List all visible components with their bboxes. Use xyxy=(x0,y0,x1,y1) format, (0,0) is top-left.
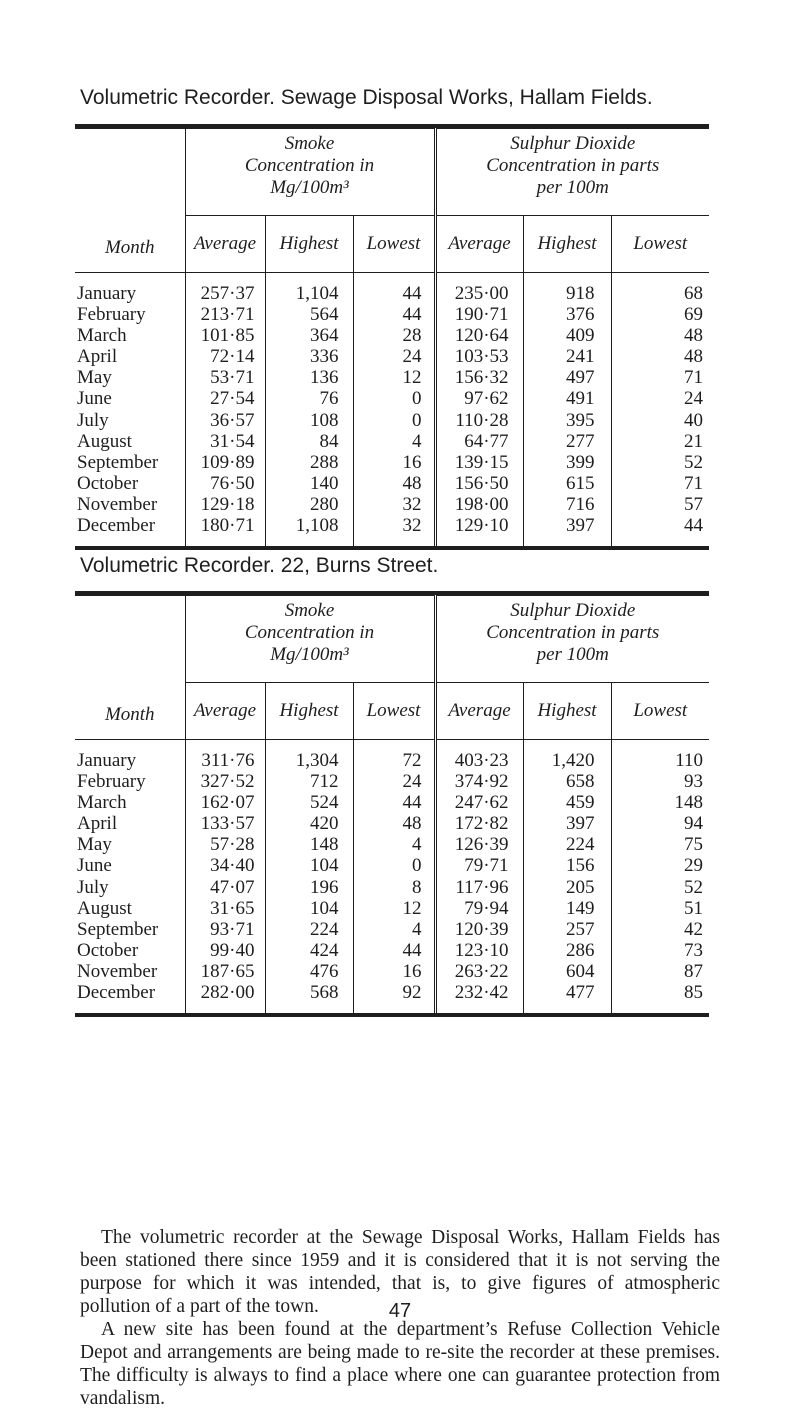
so2-header-line: per 100m xyxy=(536,177,609,198)
month-cell: October xyxy=(77,939,139,961)
value-cell: 336 xyxy=(265,346,353,367)
value-cell: 93·71 xyxy=(185,919,265,940)
table-row xyxy=(75,771,709,792)
table-row xyxy=(75,515,709,546)
value-cell: 459 xyxy=(523,792,611,813)
value-cell: 395 xyxy=(523,410,611,431)
value-cell: 327·52 xyxy=(185,771,265,792)
value-cell: 69 xyxy=(611,304,709,325)
value-cell: 156 xyxy=(523,855,611,876)
value-cell: 139·15 xyxy=(435,452,523,473)
so2-header-line: per 100m xyxy=(536,644,609,665)
col-header: Average xyxy=(185,683,265,740)
table-row xyxy=(75,367,709,388)
value-cell: 34·40 xyxy=(185,855,265,876)
month-cell: January xyxy=(75,740,185,772)
value-cell: 1,420 xyxy=(523,740,611,772)
value-cell: 658 xyxy=(523,771,611,792)
value-cell: 1,304 xyxy=(265,740,353,772)
value-cell: 364 xyxy=(265,325,353,346)
value-cell: 48 xyxy=(611,325,709,346)
value-cell: 44 xyxy=(353,792,435,813)
value-cell: 140 xyxy=(265,473,353,494)
value-cell: 918 xyxy=(523,273,611,305)
value-cell: 40 xyxy=(611,410,709,431)
col-header: Highest xyxy=(265,216,353,273)
value-cell: 12 xyxy=(353,898,435,919)
value-cell: 44 xyxy=(353,304,435,325)
value-cell: 31·65 xyxy=(185,898,265,919)
value-cell: 36·57 xyxy=(185,410,265,431)
value-cell: 190·71 xyxy=(435,304,523,325)
table2-title: Volumetric Recorder. 22, Burns Street. xyxy=(80,554,439,577)
value-cell: 32 xyxy=(353,494,435,515)
value-cell: 477 xyxy=(523,982,611,1013)
value-cell: 247·62 xyxy=(435,792,523,813)
value-cell: 712 xyxy=(265,771,353,792)
value-cell: 136 xyxy=(265,367,353,388)
table-row xyxy=(75,346,709,367)
value-cell: 42 xyxy=(611,919,709,940)
value-cell: 4 xyxy=(353,431,435,452)
page-number: 47 xyxy=(388,1300,412,1322)
value-cell: 148 xyxy=(611,792,709,813)
month-cell: October xyxy=(77,472,139,494)
month-cell: April xyxy=(77,346,118,368)
value-cell: 8 xyxy=(353,877,435,898)
value-cell: 104 xyxy=(265,855,353,876)
value-cell: 48 xyxy=(353,473,435,494)
so2-header-line: Sulphur Dioxide xyxy=(510,600,636,621)
col-header: Lowest xyxy=(353,216,435,273)
value-cell: 44 xyxy=(353,273,435,305)
data-table xyxy=(75,595,709,1013)
value-cell: 52 xyxy=(611,877,709,898)
value-cell: 109·89 xyxy=(185,452,265,473)
value-cell: 48 xyxy=(353,813,435,834)
so2-group-header xyxy=(435,596,709,683)
month-header: Month xyxy=(75,129,185,273)
value-cell: 94 xyxy=(611,813,709,834)
value-cell: 16 xyxy=(353,961,435,982)
table-row xyxy=(75,961,709,982)
value-cell: 32 xyxy=(353,515,435,546)
value-cell: 4 xyxy=(353,834,435,855)
value-cell: 87 xyxy=(611,961,709,982)
value-cell: 71 xyxy=(611,473,709,494)
value-cell: 31·54 xyxy=(185,431,265,452)
value-cell: 286 xyxy=(523,940,611,961)
value-cell: 44 xyxy=(353,940,435,961)
value-cell: 24 xyxy=(353,346,435,367)
month-cell: February xyxy=(77,771,146,793)
value-cell: 424 xyxy=(265,940,353,961)
table-burns-street xyxy=(75,591,709,1017)
value-cell: 716 xyxy=(523,494,611,515)
smoke-header-line: Smoke xyxy=(284,600,335,621)
value-cell: 27·54 xyxy=(185,388,265,409)
value-cell: 51 xyxy=(611,898,709,919)
value-cell: 53·71 xyxy=(185,367,265,388)
value-cell: 148 xyxy=(265,834,353,855)
value-cell: 133·57 xyxy=(185,813,265,834)
month-cell: July xyxy=(77,409,109,431)
value-cell: 564 xyxy=(265,304,353,325)
value-cell: 409 xyxy=(523,325,611,346)
smoke-header-line: Concentration in xyxy=(244,622,375,643)
value-cell: 72·14 xyxy=(185,346,265,367)
value-cell: 92 xyxy=(353,982,435,1013)
value-cell: 180·71 xyxy=(185,515,265,546)
value-cell: 282·00 xyxy=(185,982,265,1013)
smoke-group-header xyxy=(185,129,435,216)
table-row xyxy=(75,855,709,876)
table-row xyxy=(75,740,709,772)
col-header: Average xyxy=(435,216,523,273)
month-cell: May xyxy=(77,834,112,856)
value-cell: 615 xyxy=(523,473,611,494)
value-cell: 277 xyxy=(523,431,611,452)
value-cell: 76·50 xyxy=(185,473,265,494)
value-cell: 224 xyxy=(523,834,611,855)
value-cell: 235·00 xyxy=(435,273,523,305)
value-cell: 68 xyxy=(611,273,709,305)
value-cell: 16 xyxy=(353,452,435,473)
value-cell: 263·22 xyxy=(435,961,523,982)
value-cell: 93 xyxy=(611,771,709,792)
so2-header-line: Sulphur Dioxide xyxy=(510,133,636,154)
table-sewage-disposal-works xyxy=(75,124,709,550)
month-cell: December xyxy=(77,982,156,1004)
table-row xyxy=(75,877,709,898)
month-cell: January xyxy=(75,273,185,305)
table-row xyxy=(75,410,709,431)
table-row xyxy=(75,304,709,325)
value-cell: 1,108 xyxy=(265,515,353,546)
value-cell: 257·37 xyxy=(185,273,265,305)
value-cell: 0 xyxy=(353,410,435,431)
value-cell: 29 xyxy=(611,855,709,876)
month-cell: November xyxy=(77,493,158,515)
month-cell: March xyxy=(77,792,127,814)
col-header: Lowest xyxy=(353,683,435,740)
value-cell: 491 xyxy=(523,388,611,409)
value-cell: 374·92 xyxy=(435,771,523,792)
value-cell: 44 xyxy=(611,515,709,546)
table-row xyxy=(75,452,709,473)
value-cell: 198·00 xyxy=(435,494,523,515)
value-cell: 4 xyxy=(353,919,435,940)
table-row xyxy=(75,940,709,961)
value-cell: 57 xyxy=(611,494,709,515)
table-row xyxy=(75,388,709,409)
value-cell: 99·40 xyxy=(185,940,265,961)
value-cell: 232·42 xyxy=(435,982,523,1013)
value-cell: 110 xyxy=(611,740,709,772)
value-cell: 196 xyxy=(265,877,353,898)
table1-title: Volumetric Recorder. Sewage Disposal Works, Hallam Fields. xyxy=(80,86,653,109)
value-cell: 568 xyxy=(265,982,353,1013)
col-header: Average xyxy=(185,216,265,273)
value-cell: 79·71 xyxy=(435,855,523,876)
value-cell: 162·07 xyxy=(185,792,265,813)
table-bottom-rule xyxy=(75,546,709,550)
value-cell: 24 xyxy=(353,771,435,792)
value-cell: 497 xyxy=(523,367,611,388)
value-cell: 104 xyxy=(265,898,353,919)
value-cell: 73 xyxy=(611,940,709,961)
month-cell: June xyxy=(77,855,112,877)
smoke-header-line: Concentration in xyxy=(244,155,375,176)
so2-group-header xyxy=(435,129,709,216)
month-cell: August xyxy=(77,430,132,452)
value-cell: 0 xyxy=(353,855,435,876)
value-cell: 476 xyxy=(265,961,353,982)
month-cell: February xyxy=(77,304,146,326)
value-cell: 280 xyxy=(265,494,353,515)
smoke-header-line: Mg/100m³ xyxy=(270,644,349,665)
table-row xyxy=(75,982,709,1013)
value-cell: 108 xyxy=(265,410,353,431)
table-body xyxy=(75,273,709,547)
month-header: Month xyxy=(75,596,185,740)
col-header: Lowest xyxy=(611,683,709,740)
month-cell: June xyxy=(77,388,112,410)
month-cell: November xyxy=(77,960,158,982)
smoke-header-line: Smoke xyxy=(284,133,335,154)
value-cell: 129·10 xyxy=(435,515,523,546)
value-cell: 224 xyxy=(265,919,353,940)
month-cell: April xyxy=(77,813,118,835)
value-cell: 129·18 xyxy=(185,494,265,515)
month-cell: May xyxy=(77,367,112,389)
month-cell: July xyxy=(77,876,109,898)
value-cell: 288 xyxy=(265,452,353,473)
value-cell: 120·39 xyxy=(435,919,523,940)
value-cell: 187·65 xyxy=(185,961,265,982)
value-cell: 28 xyxy=(353,325,435,346)
value-cell: 12 xyxy=(353,367,435,388)
table-row xyxy=(75,792,709,813)
value-cell: 120·64 xyxy=(435,325,523,346)
so2-header-line: Concentration in parts xyxy=(486,622,660,643)
table-body xyxy=(75,740,709,1014)
table-row xyxy=(75,431,709,452)
table-row xyxy=(75,273,709,305)
value-cell: 84 xyxy=(265,431,353,452)
value-cell: 604 xyxy=(523,961,611,982)
value-cell: 149 xyxy=(523,898,611,919)
table-row xyxy=(75,325,709,346)
value-cell: 376 xyxy=(523,304,611,325)
value-cell: 213·71 xyxy=(185,304,265,325)
smoke-group-header xyxy=(185,596,435,683)
value-cell: 403·23 xyxy=(435,740,523,772)
value-cell: 103·53 xyxy=(435,346,523,367)
paragraph: A new site has been found at the department’s Refuse Collection Vehicle Depot and arrangements are being made to re-site the recorder at these premises. The difficulty is always to find a place where one can guarantee protection from vandalism. xyxy=(80,1319,720,1409)
value-cell: 241 xyxy=(523,346,611,367)
value-cell: 420 xyxy=(265,813,353,834)
col-header: Average xyxy=(435,683,523,740)
col-header: Highest xyxy=(523,216,611,273)
month-cell: December xyxy=(77,515,156,537)
value-cell: 64·77 xyxy=(435,431,523,452)
value-cell: 0 xyxy=(353,388,435,409)
value-cell: 1,104 xyxy=(265,273,353,305)
value-cell: 524 xyxy=(265,792,353,813)
data-table xyxy=(75,128,709,546)
month-cell: March xyxy=(77,325,127,347)
value-cell: 85 xyxy=(611,982,709,1013)
value-cell: 126·39 xyxy=(435,834,523,855)
value-cell: 172·82 xyxy=(435,813,523,834)
paragraph: The volumetric recorder at the Sewage Disposal Works, Hallam Fields has been stationed there since 1959 and it is considered that it is not serving the purpose for which it was intended, that is, to give figures of atmospheric pollution of a part of the town. xyxy=(80,1227,720,1317)
value-cell: 75 xyxy=(611,834,709,855)
smoke-header-line: Mg/100m³ xyxy=(270,177,349,198)
value-cell: 156·50 xyxy=(435,473,523,494)
value-cell: 205 xyxy=(523,877,611,898)
value-cell: 399 xyxy=(523,452,611,473)
value-cell: 52 xyxy=(611,452,709,473)
value-cell: 156·32 xyxy=(435,367,523,388)
value-cell: 97·62 xyxy=(435,388,523,409)
value-cell: 47·07 xyxy=(185,877,265,898)
col-header: Highest xyxy=(265,683,353,740)
so2-header-line: Concentration in parts xyxy=(486,155,660,176)
table-row xyxy=(75,473,709,494)
value-cell: 397 xyxy=(523,813,611,834)
value-cell: 57·28 xyxy=(185,834,265,855)
value-cell: 397 xyxy=(523,515,611,546)
table-row xyxy=(75,813,709,834)
value-cell: 101·85 xyxy=(185,325,265,346)
value-cell: 48 xyxy=(611,346,709,367)
table-bottom-rule xyxy=(75,1013,709,1017)
value-cell: 76 xyxy=(265,388,353,409)
table-row xyxy=(75,919,709,940)
value-cell: 123·10 xyxy=(435,940,523,961)
month-cell: September xyxy=(77,451,159,473)
col-header: Lowest xyxy=(611,216,709,273)
table-row xyxy=(75,494,709,515)
value-cell: 117·96 xyxy=(435,877,523,898)
value-cell: 24 xyxy=(611,388,709,409)
col-header: Highest xyxy=(523,683,611,740)
value-cell: 311·76 xyxy=(185,740,265,772)
table-row xyxy=(75,834,709,855)
value-cell: 21 xyxy=(611,431,709,452)
value-cell: 79·94 xyxy=(435,898,523,919)
month-cell: August xyxy=(77,897,132,919)
value-cell: 110·28 xyxy=(435,410,523,431)
table-row xyxy=(75,898,709,919)
month-cell: September xyxy=(77,918,159,940)
value-cell: 71 xyxy=(611,367,709,388)
value-cell: 257 xyxy=(523,919,611,940)
value-cell: 72 xyxy=(353,740,435,772)
